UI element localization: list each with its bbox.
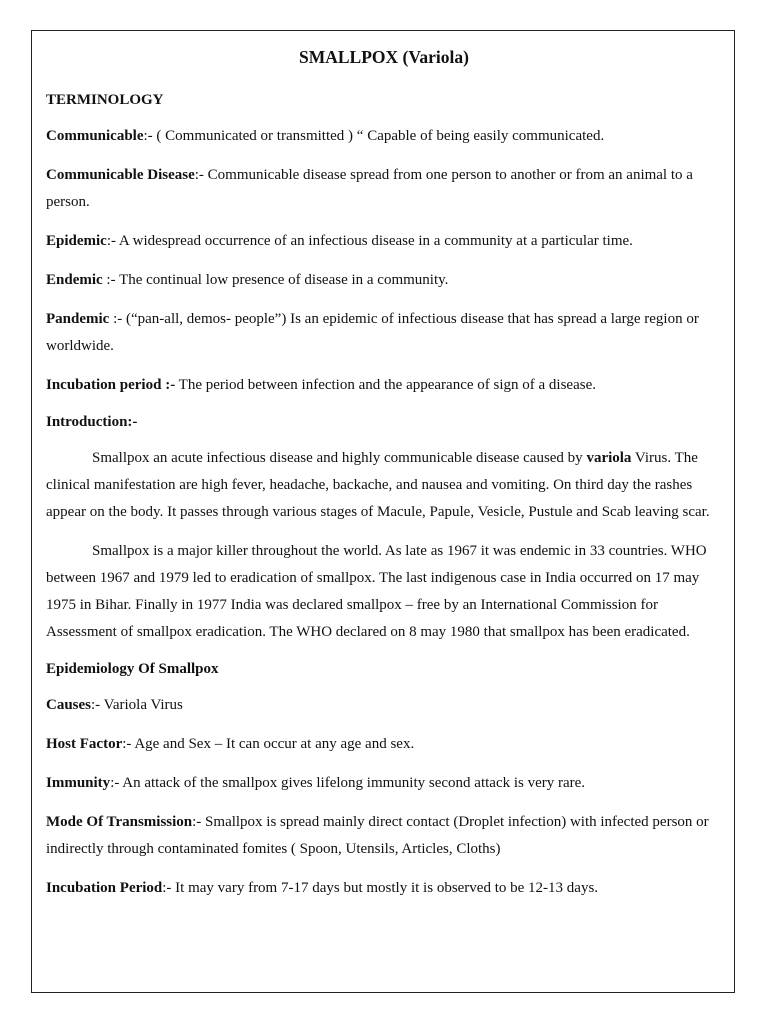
term-definition: :- The continual low presence of disease in a community. bbox=[102, 272, 449, 288]
epi-label: Immunity bbox=[46, 775, 111, 791]
introduction-heading: Introduction:- bbox=[46, 414, 138, 430]
term-label: Epidemic bbox=[46, 233, 107, 249]
term-definition: :- Communicable disease spread from one person to another or from an animal to a person. bbox=[46, 167, 693, 210]
epi-label: Causes bbox=[46, 697, 92, 713]
document-body bbox=[46, 46, 722, 914]
epi-incubation-period bbox=[46, 875, 722, 902]
term-communicable-disease bbox=[46, 162, 722, 216]
intro-bold-term: variola bbox=[586, 450, 632, 466]
intro-text: Virus. The clinical manifestation are high fever, headache, backache, and nausea and vomiting. On third day the rashes appear on the body. It passes through various stages of Macule, Papule, Vesicle, Pustule and Scab leaving scar. bbox=[46, 450, 710, 520]
term-definition: :- (“pan-all, demos- people”) Is an epidemic of infectious disease that has spread a large region or worldwide. bbox=[46, 311, 699, 354]
epi-host-factor bbox=[46, 731, 722, 758]
term-endemic bbox=[46, 267, 722, 294]
epi-definition: :- It may vary from 7-17 days but mostly it is observed to be 12-13 days. bbox=[162, 880, 599, 896]
term-label: Endemic bbox=[46, 272, 103, 288]
term-communicable bbox=[46, 123, 722, 150]
term-definition: :- A widespread occurrence of an infectious disease in a community at a particular time. bbox=[106, 233, 633, 249]
introduction-paragraph-1 bbox=[46, 445, 722, 526]
term-pandemic bbox=[46, 306, 722, 360]
introduction-paragraph-2: Smallpox is a major killer throughout the world. As late as 1967 it was endemic in 33 countries. WHO between 1967 and 1979 led to eradication of smallpox. The last indigenous case in India occurred on 17 may 1975 in Bihar. Finally in 1977 India was declared smallpox – free by an International Commission for Assessment of smallpox eradication. The WHO declared on 8 may 1980 that smallpox has been eradicated. bbox=[46, 543, 707, 640]
term-label: Pandemic bbox=[46, 311, 110, 327]
term-incubation-period bbox=[46, 372, 722, 399]
epi-definition: :- Variola Virus bbox=[91, 697, 183, 713]
epi-mode-of-transmission bbox=[46, 809, 722, 863]
epi-label: Mode Of Transmission bbox=[46, 814, 193, 830]
epi-immunity bbox=[46, 770, 722, 797]
epi-definition: :- An attack of the smallpox gives lifelong immunity second attack is very rare. bbox=[110, 775, 586, 791]
document-title: SMALLPOX (Variola) bbox=[299, 47, 469, 67]
term-label: Incubation period :- bbox=[46, 377, 176, 393]
term-definition: :- ( Communicated or transmitted ) “ Capable of being easily communicated. bbox=[143, 128, 605, 144]
epi-label: Incubation Period bbox=[46, 880, 163, 896]
term-label: Communicable Disease bbox=[46, 167, 195, 183]
epi-label: Host Factor bbox=[46, 736, 123, 752]
term-epidemic bbox=[46, 228, 722, 255]
epi-causes bbox=[46, 692, 722, 719]
epi-definition: :- Age and Sex – It can occur at any age and sex. bbox=[122, 736, 415, 752]
term-label: Communicable bbox=[46, 128, 144, 144]
terminology-heading: TERMINOLOGY bbox=[46, 92, 164, 108]
term-definition: The period between infection and the appearance of sign of a disease. bbox=[175, 377, 596, 393]
intro-text: Smallpox an acute infectious disease and highly communicable disease caused by bbox=[92, 450, 587, 466]
epi-definition: :- Smallpox is spread mainly direct contact (Droplet infection) with infected person or indirectly through contaminated fomites ( Spoon, Utensils, Articles, Cloths) bbox=[46, 814, 709, 857]
epidemiology-heading: Epidemiology Of Smallpox bbox=[46, 661, 219, 677]
